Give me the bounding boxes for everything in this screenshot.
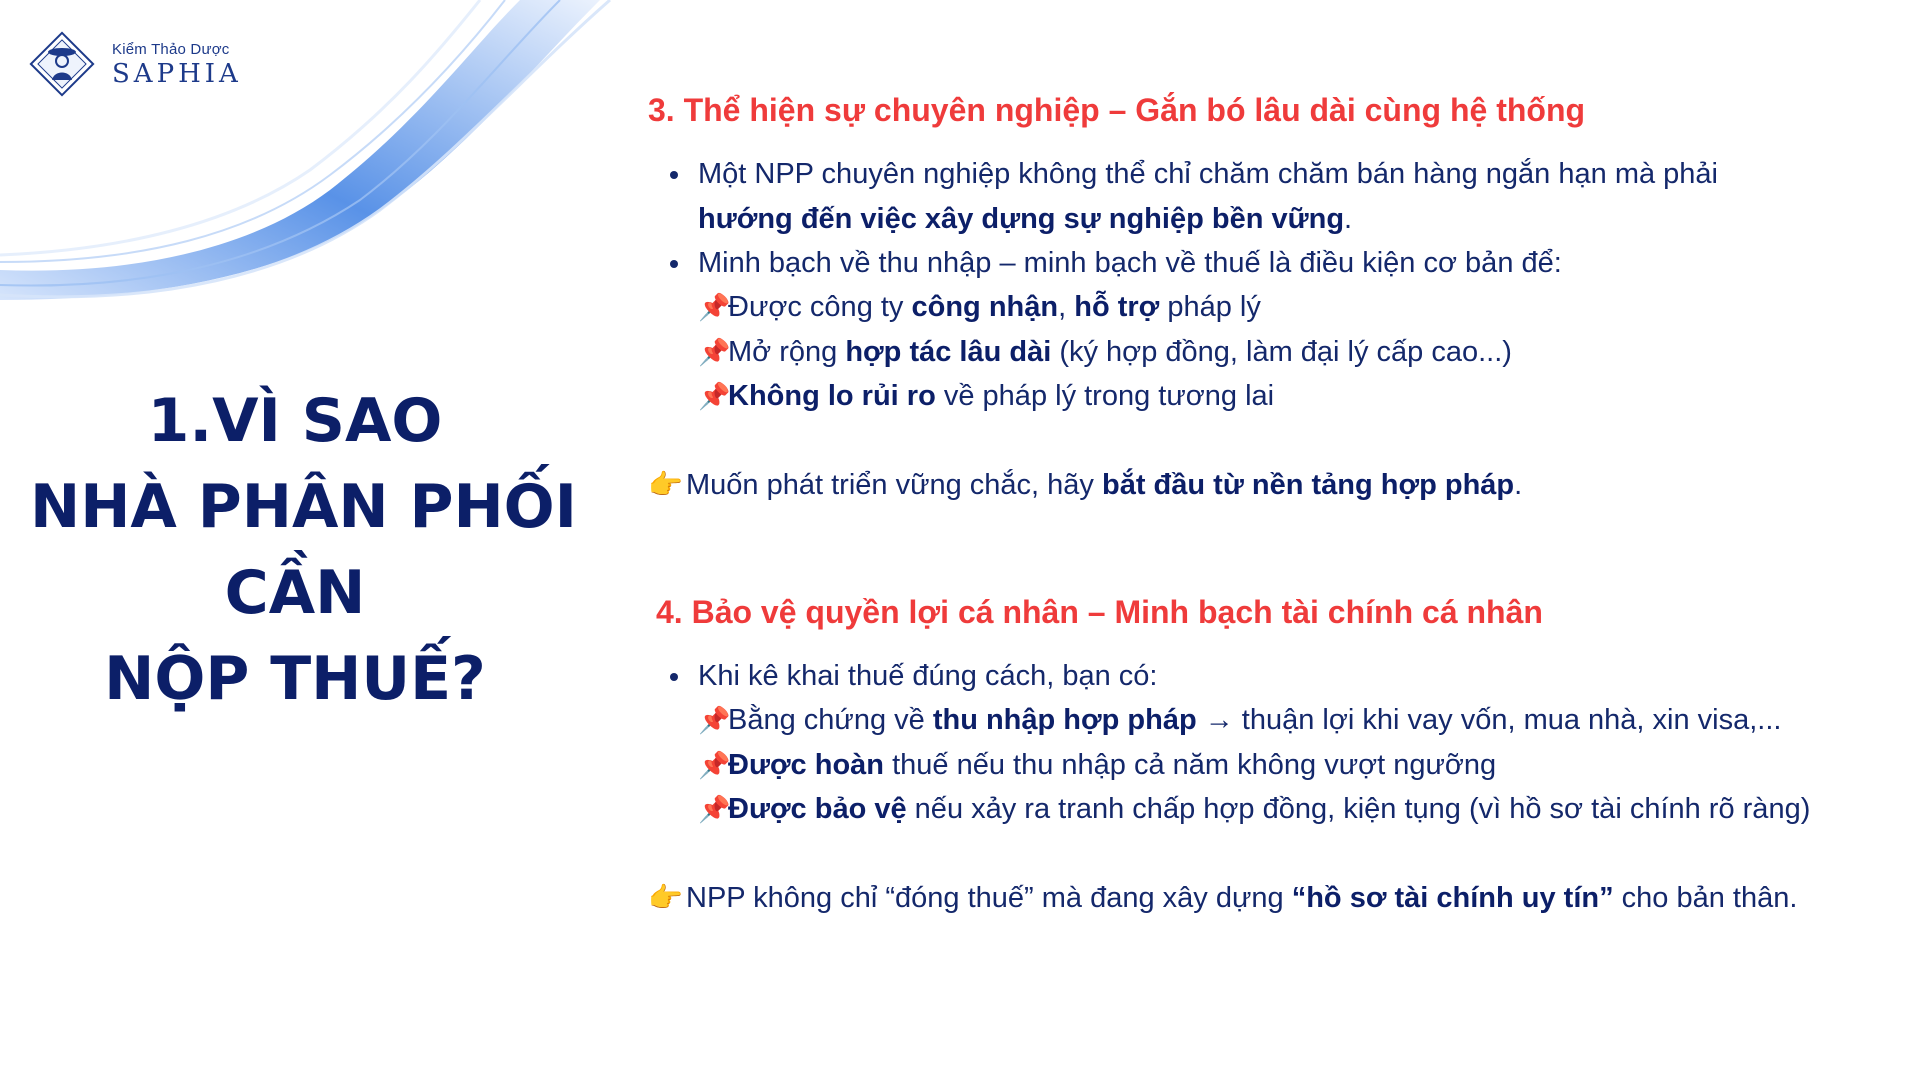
bullet-text: . bbox=[1344, 202, 1353, 235]
sub-text: về pháp lý trong tương lai bbox=[935, 380, 1275, 412]
sub-item bbox=[648, 330, 1512, 375]
pointing-hand-icon: 👉 bbox=[648, 469, 683, 500]
sub-bold-text: hợp tác lâu dài bbox=[845, 335, 1052, 368]
pushpin-icon: 📌 bbox=[698, 749, 731, 780]
section-3-note bbox=[648, 463, 1522, 508]
sub-bold-text: thu nhập hợp pháp bbox=[932, 704, 1197, 736]
note-text: cho bản thân. bbox=[1613, 882, 1798, 914]
section-4-heading: 4. Bảo vệ quyền lợi cá nhân – Minh bạch tài chính cá nhân bbox=[656, 594, 1543, 630]
sub-bold-text: Được bảo vệ bbox=[728, 793, 907, 825]
sub-bold-text: công nhận bbox=[911, 291, 1059, 323]
note-bold-text: “hồ sơ tài chính uy tín” bbox=[1291, 882, 1614, 914]
sub-item bbox=[648, 743, 1810, 788]
section-4-list bbox=[648, 654, 1157, 699]
slide-title-line: NỘP THUẾ? bbox=[104, 644, 486, 714]
section-4-note bbox=[648, 876, 1797, 921]
note-bold-text: bắt đầu từ nền tảng hợp pháp bbox=[1101, 469, 1515, 501]
sub-item bbox=[648, 698, 1810, 743]
slide-title-line: NHÀ PHÂN PHỐI bbox=[30, 472, 578, 542]
slide-title-line: 1.VÌ SAO bbox=[147, 386, 443, 456]
list-item bbox=[648, 241, 1718, 286]
pointing-hand-icon: 👉 bbox=[648, 882, 683, 913]
sub-text: nếu xảy ra tranh chấp hợp đồng, kiện tụng (vì hồ sơ tài chính rõ ràng) bbox=[906, 793, 1811, 825]
note-text: NPP không chỉ “đóng thuế” mà đang xây dựng bbox=[686, 882, 1292, 914]
logo-name: SAPHIA bbox=[112, 58, 242, 89]
section-3-heading: 3. Thể hiện sự chuyên nghiệp – Gắn bó lâu dài cùng hệ thống bbox=[648, 92, 1586, 128]
logo-subtitle: Kiểm Thảo Dược bbox=[112, 40, 230, 58]
note-text: . bbox=[1514, 469, 1523, 501]
pushpin-icon: 📌 bbox=[698, 292, 731, 322]
slide-title-line: CẦN bbox=[224, 558, 366, 628]
section-3-sublist bbox=[648, 285, 1512, 419]
pushpin-icon: 📌 bbox=[698, 336, 731, 367]
sub-bold-text: Không lo rủi ro bbox=[728, 380, 936, 412]
pushpin-icon: 📌 bbox=[698, 794, 731, 824]
bullet-icon bbox=[670, 171, 678, 179]
list-item bbox=[648, 152, 1718, 241]
sub-text: Bằng chứng về bbox=[728, 704, 933, 736]
sub-text: Được công ty bbox=[728, 291, 912, 323]
note-text: Muốn phát triển vững chắc, hãy bbox=[686, 469, 1102, 501]
bullet-text: Một NPP chuyên nghiệp không thể chỉ chăm chăm bán hàng ngắn hạn mà phải bbox=[698, 158, 1718, 190]
sub-text: Mở rộng bbox=[728, 335, 846, 368]
bullet-icon bbox=[670, 260, 678, 268]
sub-bold-text: Được hoàn bbox=[728, 748, 885, 781]
bullet-icon bbox=[670, 673, 678, 681]
sub-text: (ký hợp đồng, làm đại lý cấp cao...) bbox=[1051, 335, 1512, 368]
bullet-text: Minh bạch về thu nhập – minh bạch về thuế là điều kiện cơ bản để: bbox=[698, 247, 1562, 279]
bullet-text: Khi kê khai thuế đúng cách, bạn có: bbox=[698, 660, 1158, 692]
sub-item bbox=[648, 374, 1512, 419]
pushpin-icon: 📌 bbox=[698, 705, 731, 735]
bullet-bold-text: hướng đến việc xây dựng sự nghiệp bền vững bbox=[698, 202, 1345, 235]
section-4-sublist bbox=[648, 698, 1810, 832]
sub-text: , bbox=[1058, 291, 1075, 323]
logo-emblem-icon bbox=[26, 28, 98, 100]
sub-item bbox=[648, 787, 1810, 832]
sub-bold-text: hỗ trợ bbox=[1074, 291, 1160, 323]
list-item bbox=[648, 654, 1157, 699]
pushpin-icon: 📌 bbox=[698, 381, 731, 411]
section-3-list bbox=[648, 152, 1718, 286]
slide-title bbox=[30, 378, 578, 722]
sub-text: → thuận lợi khi vay vốn, mua nhà, xin visa,... bbox=[1196, 704, 1782, 736]
sub-text: pháp lý bbox=[1159, 291, 1261, 323]
sub-text: thuế nếu thu nhập cả năm không vượt ngưỡng bbox=[884, 748, 1497, 781]
brand-logo bbox=[26, 28, 242, 100]
sub-item bbox=[648, 285, 1512, 330]
